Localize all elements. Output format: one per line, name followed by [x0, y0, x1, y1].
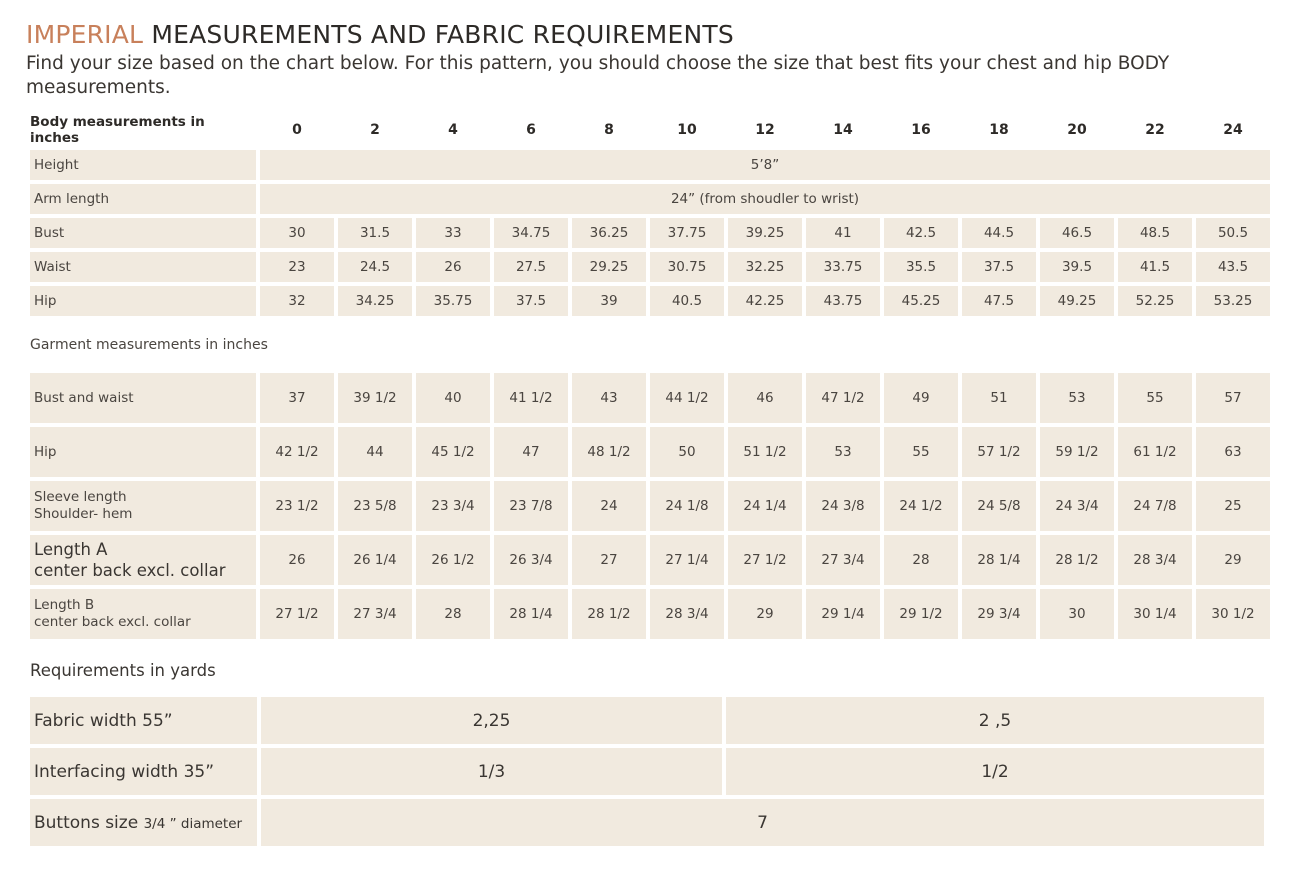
table-cell: 24 1/2: [884, 481, 958, 531]
table-cell: 51: [962, 373, 1036, 423]
table-cell: 29 1/2: [884, 589, 958, 639]
table-cell: 23: [260, 252, 334, 282]
row-label-line2: center back excl. collar: [34, 614, 191, 630]
table-cell: 30: [260, 218, 334, 248]
table-cell: 42.25: [728, 286, 802, 316]
table-cell: 27.5: [494, 252, 568, 282]
table-cell: 45 1/2: [416, 427, 490, 477]
row-label: [30, 427, 256, 477]
table-cell: 28 3/4: [650, 589, 724, 639]
interfacing-label: Interfacing width 35”: [30, 748, 257, 795]
table-cell: 46: [728, 373, 802, 423]
size-header-14: 14: [833, 122, 853, 138]
table-cell: 39: [572, 286, 646, 316]
table-cell: 32.25: [728, 252, 802, 282]
table-cell: 61 1/2: [1118, 427, 1192, 477]
table-cell: 42 1/2: [260, 427, 334, 477]
table-cell: 27 3/4: [338, 589, 412, 639]
row-label: [30, 373, 256, 423]
table-cell: 40.5: [650, 286, 724, 316]
table-cell: 29 3/4: [962, 589, 1036, 639]
fabric-label: Fabric width 55”: [30, 697, 257, 744]
table-cell: 24 3/8: [806, 481, 880, 531]
fabric-row: [30, 697, 1264, 744]
row-label-line2: Shoulder- hem: [34, 506, 133, 522]
garment-row: [30, 481, 1270, 531]
table-cell: 43.75: [806, 286, 880, 316]
row-label: [30, 535, 256, 585]
garment-row: [30, 589, 1270, 639]
requirements-title: Requirements in yards: [30, 661, 216, 680]
height-value: 5’8”: [260, 150, 1270, 180]
body-row-hip: [30, 286, 1270, 316]
size-header-4: 4: [448, 122, 458, 138]
table-cell: 28 3/4: [1118, 535, 1192, 585]
garment-row: [30, 373, 1270, 423]
table-cell: 24 3/4: [1040, 481, 1114, 531]
row-label: Waist: [30, 252, 256, 282]
table-cell: 41.5: [1118, 252, 1192, 282]
table-cell: 24: [572, 481, 646, 531]
buttons-row: [30, 799, 1264, 846]
table-cell: 33.75: [806, 252, 880, 282]
table-cell: 34.25: [338, 286, 412, 316]
table-cell: 25: [1196, 481, 1270, 531]
table-cell: 44: [338, 427, 412, 477]
table-cell: 28 1/4: [962, 535, 1036, 585]
table-cell: 35.5: [884, 252, 958, 282]
table-cell: 28 1/2: [1040, 535, 1114, 585]
size-header-12: 12: [755, 122, 775, 138]
row-label: Bust: [30, 218, 256, 248]
table-cell: 29: [728, 589, 802, 639]
table-cell: 50.5: [1196, 218, 1270, 248]
table-cell: 48.5: [1118, 218, 1192, 248]
table-cell: 26 1/4: [338, 535, 412, 585]
table-cell: 43: [572, 373, 646, 423]
arm-length-value: 24” (from shoudler to wrist): [260, 184, 1270, 214]
table-cell: 30 1/4: [1118, 589, 1192, 639]
buttons-value: 7: [261, 799, 1264, 846]
row-label-line1: Length B: [34, 597, 95, 613]
table-cell: 41 1/2: [494, 373, 568, 423]
size-header-2: 2: [370, 122, 380, 138]
table-cell: 51 1/2: [728, 427, 802, 477]
garment-row: [30, 535, 1270, 585]
body-row-bust: [30, 218, 1270, 248]
row-label: Arm length: [30, 184, 256, 214]
buttons-label: [30, 799, 257, 846]
table-cell: 57 1/2: [962, 427, 1036, 477]
table-cell: 29 1/4: [806, 589, 880, 639]
table-cell: 28 1/2: [572, 589, 646, 639]
table-cell: 24.5: [338, 252, 412, 282]
size-header-6: 6: [526, 122, 536, 138]
table-cell: 26: [416, 252, 490, 282]
measurements-table-body: [30, 114, 1270, 639]
table-cell: 46.5: [1040, 218, 1114, 248]
table-cell: 59 1/2: [1040, 427, 1114, 477]
size-header-8: 8: [604, 122, 614, 138]
table-cell: 49.25: [1040, 286, 1114, 316]
table-cell: 28: [416, 589, 490, 639]
table-cell: 57: [1196, 373, 1270, 423]
buttons-label-small: 3/4 ” diameter: [143, 815, 243, 832]
title-rest: MEASUREMENTS AND FABRIC REQUIREMENTS: [151, 20, 734, 49]
table-cell: 36.25: [572, 218, 646, 248]
measurements-table: [26, 110, 1274, 643]
table-cell: 45.25: [884, 286, 958, 316]
table-cell: 39 1/2: [338, 373, 412, 423]
table-cell: 33: [416, 218, 490, 248]
table-cell: 30: [1040, 589, 1114, 639]
buttons-label-main: Buttons size: [34, 812, 139, 833]
fabric-large-sizes: 2 ,5: [726, 697, 1264, 744]
page-title: [26, 20, 734, 50]
size-header-row: [30, 114, 1270, 146]
table-cell: 55: [1118, 373, 1192, 423]
table-cell: 37: [260, 373, 334, 423]
row-label-line2: center back excl. collar: [34, 561, 226, 580]
table-cell: 52.25: [1118, 286, 1192, 316]
size-header-0: 0: [292, 122, 302, 138]
size-header-24: 24: [1223, 122, 1243, 138]
fabric-small-sizes: 2,25: [261, 697, 722, 744]
table-cell: 43.5: [1196, 252, 1270, 282]
table-cell: 44.5: [962, 218, 1036, 248]
table-cell: 49: [884, 373, 958, 423]
row-label: Height: [30, 150, 256, 180]
row-label-line1: Sleeve length: [34, 489, 127, 505]
table-cell: 34.75: [494, 218, 568, 248]
row-label: [30, 481, 256, 531]
table-cell: 48 1/2: [572, 427, 646, 477]
table-cell: 24 7/8: [1118, 481, 1192, 531]
table-cell: 23 7/8: [494, 481, 568, 531]
interfacing-small-sizes: 1/3: [261, 748, 722, 795]
table-cell: 24 1/4: [728, 481, 802, 531]
table-cell: 37.5: [962, 252, 1036, 282]
row-label-line1: Hip: [34, 444, 57, 460]
table-cell: 50: [650, 427, 724, 477]
table-cell: 47: [494, 427, 568, 477]
table-cell: 55: [884, 427, 958, 477]
table-cell: 63: [1196, 427, 1270, 477]
table-cell: 30.75: [650, 252, 724, 282]
table-cell: 41: [806, 218, 880, 248]
table-cell: 30 1/2: [1196, 589, 1270, 639]
title-accent: IMPERIAL: [26, 20, 144, 49]
table-cell: 44 1/2: [650, 373, 724, 423]
table-cell: 26 1/2: [416, 535, 490, 585]
interfacing-row: [30, 748, 1264, 795]
size-header-20: 20: [1067, 122, 1087, 138]
interfacing-large-sizes: 1/2: [726, 748, 1264, 795]
table-cell: 47 1/2: [806, 373, 880, 423]
garment-row: [30, 427, 1270, 477]
garment-measurements-header: Garment measurements in inches: [30, 336, 268, 353]
table-cell: 23 5/8: [338, 481, 412, 531]
table-cell: 24 1/8: [650, 481, 724, 531]
size-header-22: 22: [1145, 122, 1165, 138]
table-cell: 35.75: [416, 286, 490, 316]
table-cell: 23 3/4: [416, 481, 490, 531]
row-label: [30, 589, 256, 639]
row-label-line1: Length A: [34, 540, 108, 559]
table-cell: 27 1/2: [260, 589, 334, 639]
table-cell: 26 3/4: [494, 535, 568, 585]
table-cell: 53.25: [1196, 286, 1270, 316]
table-cell: 37.5: [494, 286, 568, 316]
garment-section-header-row: [30, 320, 1270, 369]
size-header-10: 10: [677, 122, 697, 138]
table-cell: 29: [1196, 535, 1270, 585]
table-cell: 27: [572, 535, 646, 585]
table-cell: 53: [1040, 373, 1114, 423]
row-label: Hip: [30, 286, 256, 316]
height-row: [30, 150, 1270, 180]
body-row-waist: [30, 252, 1270, 282]
size-header-16: 16: [911, 122, 931, 138]
intro-text: Find your size based on the chart below. For this pattern, you should choose the size that best fits your chest and hip BODY measurements.: [26, 53, 1170, 98]
table-cell: 26: [260, 535, 334, 585]
table-cell: 32: [260, 286, 334, 316]
table-cell: 40: [416, 373, 490, 423]
table-cell: 29.25: [572, 252, 646, 282]
requirements-table: [26, 693, 1268, 850]
table-cell: 39.25: [728, 218, 802, 248]
body-measurements-header: Body measurements in inches: [30, 114, 205, 146]
table-cell: 28 1/4: [494, 589, 568, 639]
table-cell: 27 3/4: [806, 535, 880, 585]
table-cell: 24 5/8: [962, 481, 1036, 531]
table-cell: 47.5: [962, 286, 1036, 316]
table-cell: 23 1/2: [260, 481, 334, 531]
table-cell: 31.5: [338, 218, 412, 248]
table-cell: 53: [806, 427, 880, 477]
size-header-18: 18: [989, 122, 1009, 138]
table-cell: 28: [884, 535, 958, 585]
arm-length-row: [30, 184, 1270, 214]
table-cell: 37.75: [650, 218, 724, 248]
table-cell: 27 1/2: [728, 535, 802, 585]
table-cell: 39.5: [1040, 252, 1114, 282]
table-cell: 27 1/4: [650, 535, 724, 585]
row-label-line1: Bust and waist: [34, 390, 134, 406]
table-cell: 42.5: [884, 218, 958, 248]
